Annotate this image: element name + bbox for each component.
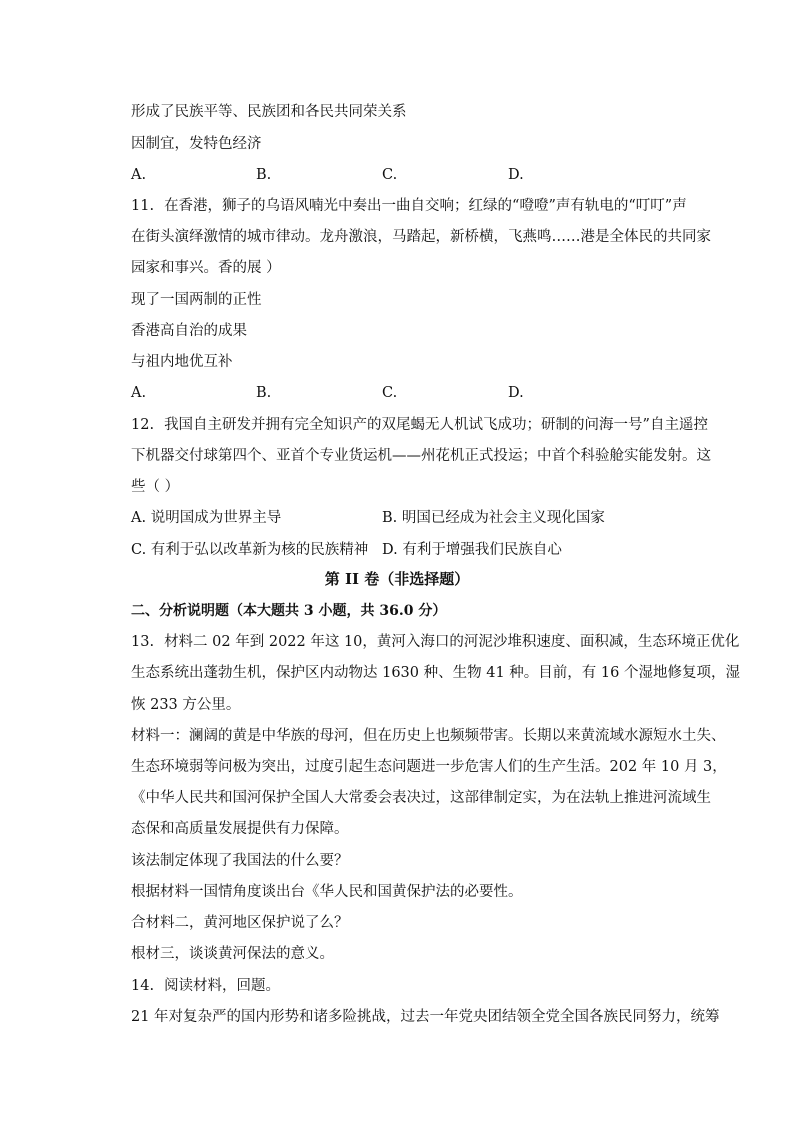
q13-line-6: 《中华人民共和国河保护全国人大常委会表决过，这部律制定实，为在法轨上推进河流域生 bbox=[131, 790, 711, 806]
q14-line-1 bbox=[131, 976, 280, 996]
q11-option-b: B. bbox=[256, 385, 272, 401]
q11-line-1 bbox=[131, 196, 687, 216]
section-heading: 二、分析说明题（本大题共 3 小题，共 36.0 分） bbox=[131, 603, 447, 619]
q11-line-5: 香港高自治的成果 bbox=[131, 323, 247, 339]
q10-text-line-2: 因制宜，发特色经济 bbox=[131, 136, 262, 152]
q10-option-d: D. bbox=[508, 167, 524, 183]
q13-line-4: 材料一：澜阔的黄是中华族的母河，但在历史上也频频带害。长期以来黄流域水源短水土失、 bbox=[131, 728, 726, 744]
q11-line-2: 在街头演绎激情的城市律动。龙舟激浪，马踏起，新桥横，飞燕鸣……港是全体民的共同家 bbox=[131, 229, 711, 245]
q11-line-4: 现了一国两制的正性 bbox=[131, 292, 262, 308]
q12-option-a: A. 说明国成为世界主导 bbox=[131, 510, 282, 526]
q13-subquestion-1: 该法制定体现了我国法的什么要？ bbox=[131, 853, 349, 869]
q12-line-1 bbox=[131, 415, 708, 435]
q13-line-1 bbox=[131, 632, 739, 652]
q12-option-d: D. 有利于增强我们民族自心 bbox=[382, 542, 562, 558]
q12-option-c: C. 有利于弘以改革新为核的民族精神 bbox=[131, 542, 369, 558]
q11-text-1: 在香港，狮子的乌语风喃光中奏出一曲自交响；红绿的“噔噔”声有轨电的“叮叮”声 bbox=[164, 198, 687, 214]
q13-subquestion-3: 合材料二，黄河地区保护说了么？ bbox=[131, 915, 349, 931]
part-2-title: 第 II 卷（非选择题） bbox=[324, 570, 470, 588]
q11-option-a: A. bbox=[131, 385, 147, 401]
q13-line-5: 生态环境弱等问极为突出，过度引起生态问题进一步危害人们的生产生活。202 年 10 月 3， bbox=[131, 759, 727, 775]
q12-number: 12. bbox=[131, 417, 155, 433]
q10-option-c: C. bbox=[382, 167, 398, 183]
q14-line-2: 21 年对复杂严的国内形势和诸多险挑战，过去一年党央团结领全党全国各族民同努力，统筹 bbox=[131, 1009, 720, 1025]
q12-option-b: B. 明国已经成为社会主义现化国家 bbox=[382, 510, 605, 526]
q11-number: 11. bbox=[131, 198, 155, 214]
q13-number: 13. bbox=[131, 634, 155, 650]
q14-text-1: 阅读材料，回题。 bbox=[164, 978, 281, 994]
q12-line-3: 些（ ） bbox=[131, 479, 180, 495]
q13-subquestion-2: 根据材料一国情角度谈出台《华人民和国黄保护法的必要性。 bbox=[131, 884, 523, 900]
q11-option-c: C. bbox=[382, 385, 398, 401]
q11-line-6: 与祖内地优互补 bbox=[131, 354, 233, 370]
q12-line-2: 下机器交付球第四个、亚首个专业货运机——州花机正式投运；中首个科验舱实能发射。这 bbox=[131, 448, 711, 464]
q13-subquestion-4: 根材三，谈谈黄河保法的意义。 bbox=[131, 946, 334, 962]
q10-option-a: A. bbox=[131, 167, 147, 183]
q13-text-1: 材料二 02 年到 2022 年这 10，黄河入海口的河泥沙堆积速度、面积减，生态环境正优化 bbox=[164, 634, 740, 650]
q13-line-7: 态保和高质量发展提供有力保障。 bbox=[131, 821, 349, 837]
q11-line-3: 园家和事兴。香的展 ） bbox=[131, 260, 281, 276]
q13-line-3: 恢 233 方公里。 bbox=[131, 697, 241, 713]
q10-option-b: B. bbox=[256, 167, 272, 183]
q14-number: 14. bbox=[131, 978, 155, 994]
q11-option-d: D. bbox=[508, 385, 524, 401]
q12-text-1: 我国自主研发并拥有完全知识产的双尾蝎无人机试飞成功；研制的问海一号”自主遥控 bbox=[164, 417, 708, 433]
q10-text-line-1: 形成了民族平等、民族团和各民共同荣关系 bbox=[131, 104, 407, 120]
q13-line-2: 生态系统出蓬勃生机，保护区内动物达 1630 种、生物 41 种。目前，有 16 个湿地修复项，湿 bbox=[131, 665, 740, 681]
